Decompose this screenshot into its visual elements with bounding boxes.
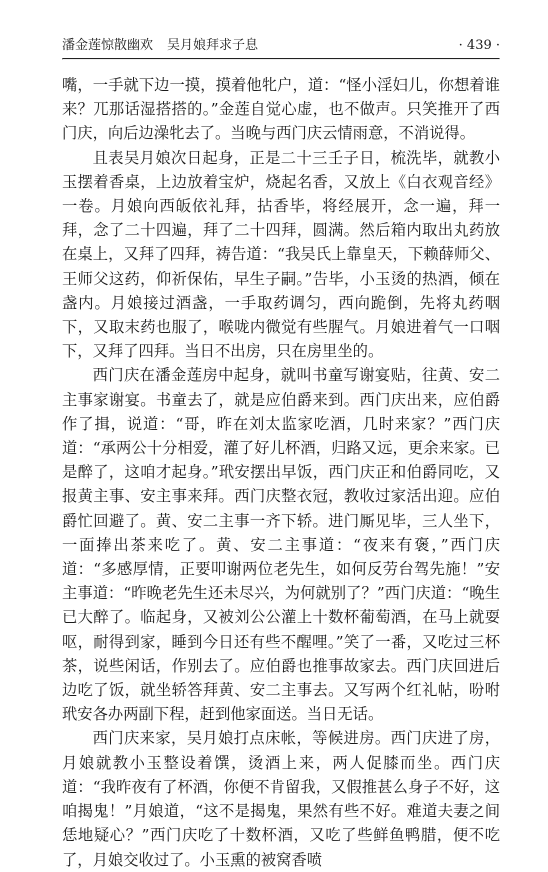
header-rule [62,58,500,60]
page-number: · 439 · [458,38,500,53]
paragraph: 西门庆来家，吴月娘打点床帐，等候进房。西门庆进了房，月娘就教小玉整设着馔，烫酒上来，两人促膝而坐。西门庆道：“我昨夜有了杯酒，你便不肯留我，又假推甚么身子不好，这咱揭鬼！”月娘道，“这不是揭鬼，果然有些不好。难道夫妻之间恁地疑心？”西门庆吃了十数杯酒，又吃了些鲜鱼鸭腊，便不吃了，月娘交收过了。小玉熏的被窝香喷 [62,729,500,869]
paragraph: 且表吴月娘次日起身，正是二十三壬子日，梳洗毕，就教小玉摆着香桌，上边放着宝炉，烧起名香，又放上《白衣观音经》一卷。月娘向西皈依礼拜，拈香毕，将经展开，念一遍，拜一拜，念了二十四遍，拜了二十四拜，圆满。然后箱内取出丸药放在桌上，又拜了四拜，祷告道：“我吴氏上靠皇天，下赖薛师父、王师父这药，仰祈保佑，早生子嗣。”告毕，小玉烫的热酒，倾在盏内。月娘接过酒盏，一手取药调匀，西向跪倒，先将丸药咽下，又取末药也服了，喉咙内微觉有些腥气。月娘进着气一口咽下，又拜了四拜。当日不出房，只在房里坐的。 [62,148,500,361]
paragraph: 嘴，一手就下边一摸，摸着他牝户，道：“怪小淫妇儿，你想着谁来？兀那话湿搭搭的。”金莲自觉心虚，也不做声。只笑推开了西门庆，向后边澡牝去了。当晚与西门庆云情雨意，不消说得。 [62,76,500,143]
book-page [62,38,500,872]
body-text [62,73,500,872]
running-header [62,38,500,58]
book-title: 潘金莲惊散幽欢 [62,38,154,53]
chapter-title: 吴月娘拜求子息 [167,38,259,53]
paragraph: 西门庆在潘金莲房中起身，就叫书童写谢宴贴，往黄、安二主事家谢宴。书童去了，就是应伯爵来到。西门庆出来，应伯爵作了揖，说道：“哥，昨在刘太监家吃酒，几时来家？”西门庆道：“承两公十分相爱，灌了好儿杯酒，归路又远，更余来家。已是醉了，这咱才起身。”玳安摆出早饭，西门庆正和伯爵同吃，又报黄主事、安主事来拜。西门庆整衣冠，教收过家活出迎。应伯爵忙回避了。黄、安二主事一齐下轿。进门厮见毕，三人坐下，一面捧出茶来吃了。黄、安二主事道：“夜来有褒，”西门庆道：“多感厚情，正要叩谢两位老先生，如何反劳台驾先施！”安主事道：“昨晚老先生还未尽兴，为何就别了？”西门庆道：“晚生已大醉了。临起身，又被刘公公灌上十数杯葡萄酒，在马上就耍呕，耐得到家，睡到今日还有些不醒哩。”笑了一番，又吃过三杯茶，说些闲话，作别去了。应伯爵也推事故家去。西门庆回进后边吃了饭，就坐轿答拜黄、安二主事去。又写两个红礼帖，吩咐玳安各办两副下程，赶到他家面送。当日无话。 [62,366,500,724]
header-titles [62,38,258,54]
